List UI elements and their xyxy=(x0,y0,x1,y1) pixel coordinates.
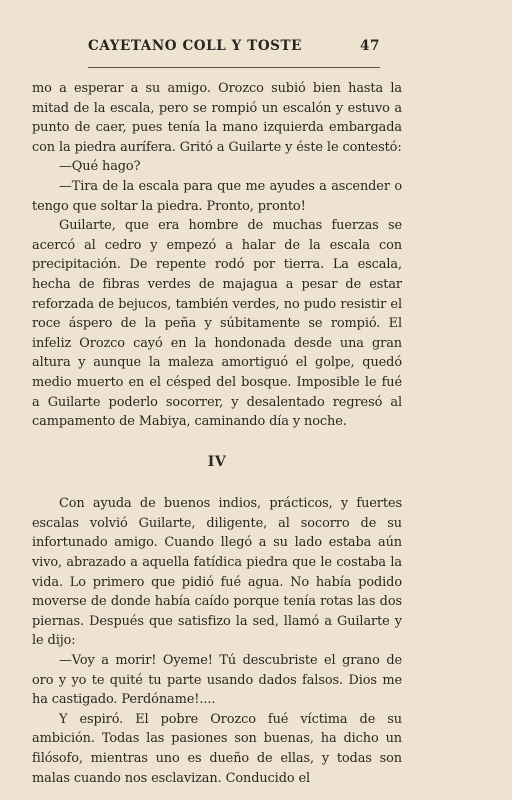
paragraph: Con ayuda de buenos indios, prácticos, y fuertes escalas volvió Guilarte, diligente, al socorro de su infortunado amigo. Cuando llegó a su lado estaba aún vivo, abrazado a aquella fatídica piedra que le costaba la vida. Lo primero que pidió fué agua. No había podido moverse de donde había caído porque tenía rotas las dos piernas. Después que satisfizo la sed, llamó a Guilarte y le dijo: xyxy=(32,496,402,649)
paragraph: Guilarte, que era hombre de muchas fuerzas se acercó al cedro y empezó a halar de la escala con precipitación. De repente rodó por tierra. La escala, hecha de fibras verdes de majagua a pesar de estar reforzada de bejucos, también verdes, no pudo resistir el roce áspero de la peña y súbitamente se rompió. El infeliz Orozco cayó en la hondonada desde una gran altura y aunque la maleza amortiguó el golpe, quedó medio muerto en el césped del bosque. Imposible le fué a Guilarte poderlo socorrer, y desalentado regresó al campamento de Mabiya, caminando día y noche. xyxy=(32,218,402,430)
body-text xyxy=(32,79,402,788)
section-heading: IV xyxy=(207,453,227,470)
header-rule xyxy=(88,67,380,68)
paragraph-continued: mo a esperar a su amigo. Orozco subió bien hasta la mitad de la escala, pero se rompió un escalón y estuvo a punto de caer, pues tenía la mano izquierda embargada con la piedra aurífera. Gritó a Guilarte y éste le contestó: xyxy=(32,81,402,155)
paragraph: Y espiró. El pobre Orozco fué víctima de su ambición. Todas las pasiones son buenas, ha dicho un filósofo, mientras uno es dueño de ellas, y todas son malas cuando nos esclavizan. Conducido el xyxy=(32,711,402,786)
dialog-line: —Qué hago? xyxy=(59,159,141,175)
dialog-line: —Tira de la escala para que me ayudes a ascender o tengo que soltar la piedra. Pronto, pronto! xyxy=(32,178,402,214)
running-header xyxy=(88,38,380,62)
running-title: CAYETANO COLL Y TOSTE xyxy=(88,38,303,54)
page-number: 47 xyxy=(360,38,380,54)
dialog-line: —Voy a morir! Oyeme! Tú descubriste el grano de oro y yo te quité tu parte usando dados falsos. Dios me ha castigado. Perdóname!.... xyxy=(32,653,402,708)
